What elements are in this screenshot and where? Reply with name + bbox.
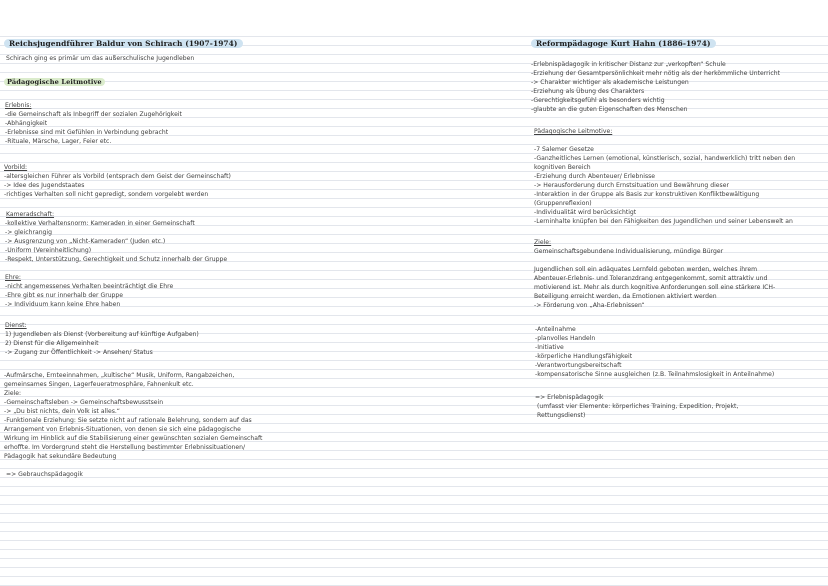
right-line-6: Pädagogische Leitmotive:: [534, 128, 613, 135]
left-line-29: Arrangement von Erlebnis-Situationen, von denen sie sich eine pädagogische: [4, 426, 241, 433]
right-title-text: Reformpädagoge Kurt Hahn: [536, 39, 656, 48]
left-line-22: -> Zugang zur Öffentlichkeit -> Ansehen/ Status: [5, 349, 153, 356]
left-line-3: -Erlebnisse sind mit Gefühlen in Verbindung gebracht: [5, 129, 169, 136]
right-line-26: -körperliche Handlungsfähigkeit: [535, 353, 633, 360]
right-line-15: -Lerninhalte knüpfen bei den Fähigkeiten des Jugendlichen und seiner Lebenswelt an: [534, 218, 793, 225]
rule-line: [0, 504, 828, 505]
left-line-6: -altersgleichen Führer als Vorbild (entsprach dem Geist der Gemeinschaft): [4, 173, 231, 180]
left-line-26: -Gemeinschaftsleben -> Gemeinschaftsbewusstsein: [4, 399, 164, 406]
left-intro: Schirach ging es primär um das außerschulische Jugendleben: [6, 55, 195, 62]
right-line-8: -Ganzheitliches Lernen (emotional, künstlerisch, sozial, handwerklich) tritt neben den: [534, 155, 796, 162]
right-line-30: (umfasst vier Elemente: körperliches Training, Expedition, Projekt,: [537, 403, 739, 410]
rule-line: [0, 90, 828, 91]
rule-line: [0, 99, 828, 100]
rule-line: [0, 315, 828, 316]
right-line-19: Abenteuer-Erlebnis- und Toleranzdrang entgegenkommt, somit attraktiv und: [534, 275, 768, 282]
rule-line: [0, 513, 828, 514]
left-line-21: 2) Dienst für die Allgemeinheit: [5, 340, 99, 347]
rule-line: [0, 171, 828, 172]
rule-line: [0, 414, 828, 415]
left-line-16: -nicht angemessenes Verhalten beeinträchtigt die Ehre: [5, 283, 174, 290]
right-line-24: -planvolles Handeln: [535, 335, 596, 342]
left-leitmotive-heading: [4, 77, 105, 87]
left-line-13: -Uniform (Vereinheitlichung): [5, 247, 92, 254]
right-line-10: -Erziehung durch Abenteuer/ Erlebnisse: [534, 173, 656, 180]
rule-line: [0, 108, 828, 109]
rule-line: [0, 360, 828, 361]
rule-line: [0, 216, 828, 217]
left-line-18: -> Individuum kann keine Ehre haben: [5, 301, 121, 308]
left-line-7: -> Idee des Jugendstaates: [4, 182, 85, 189]
left-line-5: Vorbild:: [4, 164, 28, 171]
rule-line: [0, 459, 828, 460]
left-line-20: 1) Jugendleben als Dienst (Vorbereitung auf künftige Aufgaben): [5, 331, 199, 338]
right-line-17: Gemeinschaftsgebundene Individualisierung, mündige Bürger: [534, 248, 724, 255]
right-line-11: -> Herausforderung durch Ernstsituation und Bewährung dieser: [534, 182, 729, 189]
right-title-years: (1886-1974): [658, 39, 711, 48]
left-line-0: Erlebnis:: [5, 102, 32, 109]
rule-line: [0, 324, 828, 325]
right-line-31: Rettungsdienst): [537, 412, 586, 419]
rule-line: [0, 153, 828, 154]
left-line-12: -> Ausgrenzung von „Nicht-Kameraden“ (Juden etc.): [5, 238, 166, 245]
left-line-8: -richtiges Verhalten soll nicht gepredigt, sondern vorgelebt werden: [4, 191, 209, 198]
right-line-25: -Initiative: [535, 344, 564, 351]
rule-line: [0, 486, 828, 487]
rule-line: [0, 396, 828, 397]
left-line-31: erhoffte. Im Vordergrund steht die Herstellung bestimmter Erlebnissituationen/: [4, 444, 246, 451]
right-line-1: -Erziehung der Gesamtpersönlichkeit mehr nötig als der herkömmliche Unterricht: [531, 70, 780, 77]
left-line-28: -Funktionale Erziehung: Sie setzte nicht auf rationale Belehrung, sondern auf das: [4, 417, 252, 424]
rule-line: [0, 81, 828, 82]
rule-line: [0, 342, 828, 343]
left-line-11: -> gleichrangig: [5, 229, 52, 236]
left-line-24: gemeinsames Singen, Lagerfeueratmosphäre, Fahnenkult etc.: [4, 381, 194, 388]
left-line-19: Dienst:: [5, 322, 27, 329]
right-line-28: -kompensatorische Sinne ausgleichen (z.B. Teilnahmslosigkeit in Anteilnahme): [535, 371, 775, 378]
right-line-5: -glaubte an die guten Eigenschaften des Menschen: [531, 106, 688, 113]
rule-line: [0, 549, 828, 550]
right-line-22: -> Förderung von „Aha-Erlebnissen“: [534, 302, 645, 309]
right-line-3: -Erziehung als Übung des Charakters: [531, 88, 645, 95]
rule-line: [0, 495, 828, 496]
rule-line: [0, 207, 828, 208]
right-line-21: Beteiligung erreicht werden, da Emotionen aktiviert werden: [534, 293, 717, 300]
left-title-text: Reichsjugendführer Baldur von Schirach: [9, 39, 183, 48]
rule-line: [0, 477, 828, 478]
left-line-4: -Rituale, Märsche, Lager, Feier etc.: [5, 138, 112, 145]
right-line-23: -Anteilnahme: [535, 326, 576, 333]
left-line-1: -die Gemeinschaft als Inbegriff der sozialen Zugehörigkeit: [5, 111, 182, 118]
left-title: [4, 39, 243, 49]
right-line-27: -Verantwortungsbereitschaft: [535, 362, 622, 369]
left-line-32: Pädagogik hat sekundäre Bedeutung: [4, 453, 117, 460]
rule-line: [0, 144, 828, 145]
right-line-18: Jugendlichen soll ein adäquates Lernfeld geboten werden, welches ihrem: [534, 266, 758, 273]
right-line-14: -Individualität wird berücksichtigt: [534, 209, 637, 216]
rule-line: [0, 306, 828, 307]
right-line-16: Ziele:: [534, 239, 552, 246]
right-title: [531, 39, 716, 49]
rule-line: [0, 567, 828, 568]
rule-line: [0, 369, 828, 370]
rule-line: [0, 576, 828, 577]
right-line-7: -7 Salemer Gesetze: [534, 146, 594, 153]
right-line-9: kognitiven Bereich: [534, 164, 591, 171]
left-leitmotive-text: Pädagogische Leitmotive: [4, 78, 105, 86]
right-line-13: (Gruppenreflexion): [534, 200, 592, 207]
rule-line: [0, 531, 828, 532]
right-line-2: -> Charakter wichtiger als akademische Leistungen: [531, 79, 689, 86]
left-title-years: (1907-1974): [185, 39, 238, 48]
left-line-14: -Respekt, Unterstützung, Gerechtigkeit und Schutz innerhalb der Gruppe: [5, 256, 228, 263]
left-line-2: -Abhängigkeit: [5, 120, 48, 127]
right-line-20: motivierend ist. Mehr als durch kognitive Anforderungen soll eine stärkere ICH-: [534, 284, 776, 291]
rule-line: [0, 522, 828, 523]
right-line-12: -Interaktion in der Gruppe als Basis zur konstruktiven Konfliktbewältigung: [534, 191, 760, 198]
left-line-33: => Gebrauchspädagogik: [6, 471, 83, 478]
rule-line: [0, 468, 828, 469]
left-line-9: Kameradschaft:: [6, 211, 55, 218]
left-line-17: -Ehre gibt es nur innerhalb der Gruppe: [5, 292, 124, 299]
left-line-10: -kollektive Verhaltensnorm: Kameraden in einer Gemeinschaft: [5, 220, 195, 227]
left-line-25: Ziele:: [4, 390, 22, 397]
left-line-15: Ehre:: [5, 274, 21, 281]
rule-line: [0, 126, 828, 127]
rule-line: [0, 558, 828, 559]
left-line-27: -> „Du bist nichts, dein Volk ist alles.“: [4, 408, 120, 415]
right-line-0: -Erlebnispädagogik in kritischer Distanz zur „verkopften“ Schule: [531, 61, 726, 68]
left-line-23: -Aufmärsche, Ernteeinnahmen, „kultische“ Musik, Uniform, Rangabzeichen,: [4, 372, 235, 379]
right-line-4: -Gerechtigkeitsgefühl als besonders wichtig: [531, 97, 665, 104]
rule-line: [0, 234, 828, 235]
right-line-29: => Erlebnispädagogik: [535, 394, 604, 401]
rule-line: [0, 540, 828, 541]
left-line-30: Wirkung im Hinblick auf die Stabilisierung einer gewünschten sozialen Gemeinschaft: [4, 435, 263, 442]
rule-line: [0, 36, 828, 37]
